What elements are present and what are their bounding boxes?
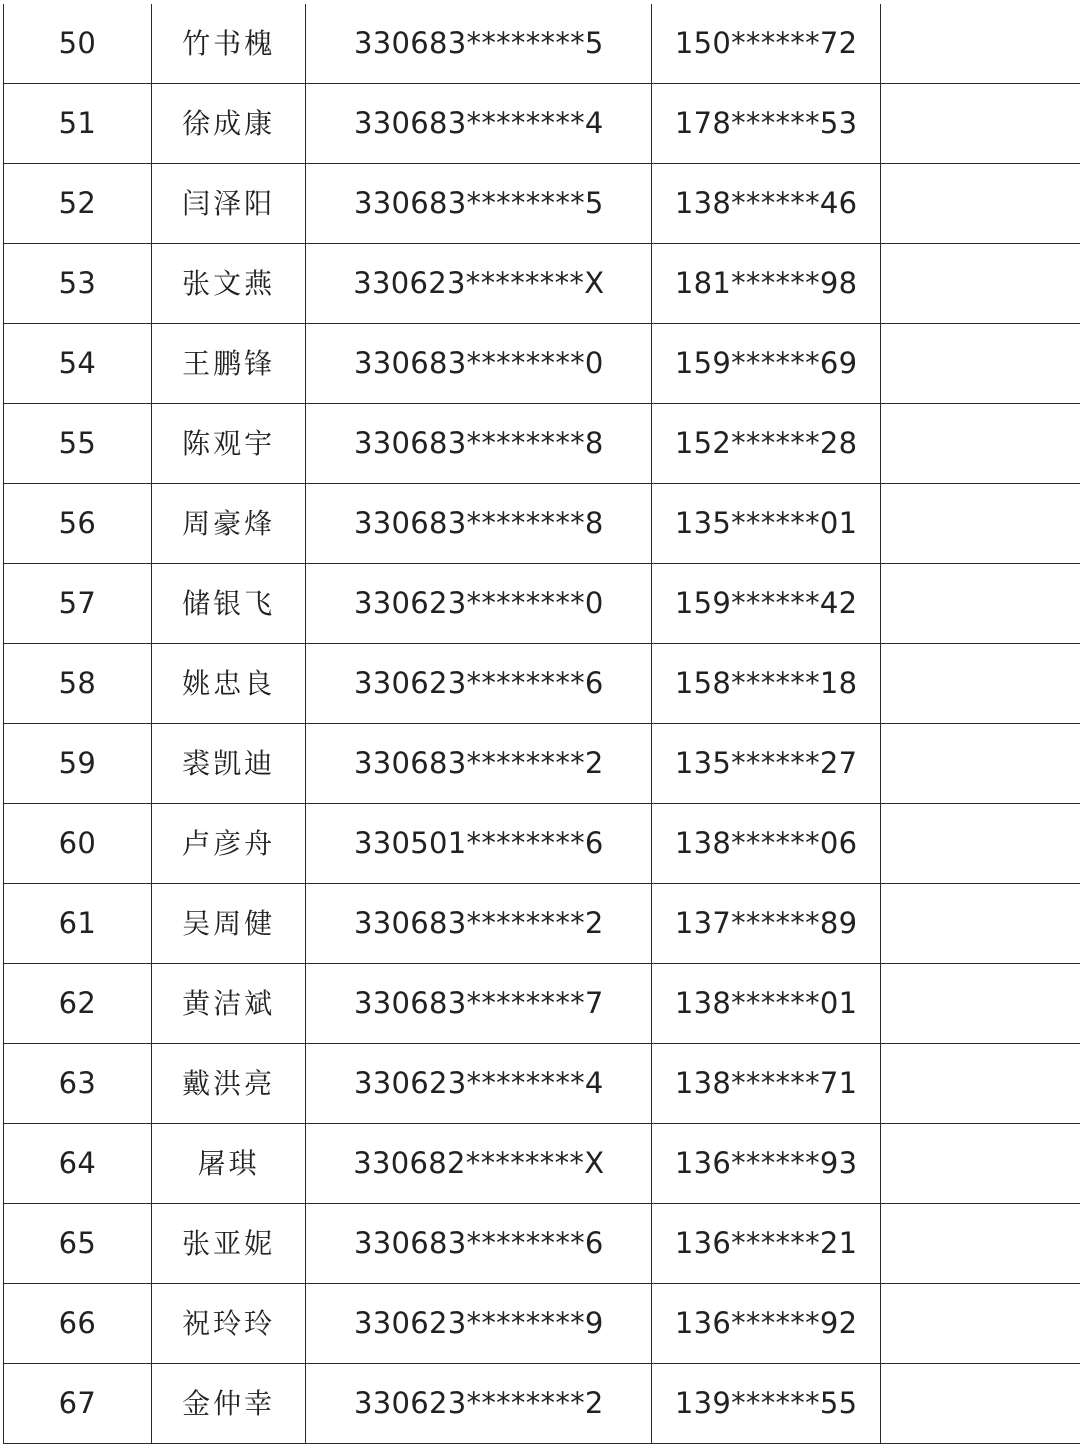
remark-cell — [881, 1284, 1080, 1364]
remark-cell — [881, 84, 1080, 164]
name-cell: 张文燕 — [151, 244, 306, 324]
phone-cell: 159******42 — [652, 564, 881, 644]
row-number-cell: 54 — [4, 324, 152, 404]
phone-cell: 136******21 — [652, 1204, 881, 1284]
phone-cell: 138******46 — [652, 164, 881, 244]
row-number-cell: 59 — [4, 724, 152, 804]
row-number-cell: 61 — [4, 884, 152, 964]
roster-table-body — [4, 4, 1080, 1444]
id-number-cell: 330683********4 — [306, 84, 652, 164]
id-number-cell: 330623********9 — [306, 1284, 652, 1364]
phone-cell: 158******18 — [652, 644, 881, 724]
table-row — [4, 1124, 1080, 1204]
phone-cell: 139******55 — [652, 1364, 881, 1444]
phone-cell: 136******93 — [652, 1124, 881, 1204]
table-row — [4, 564, 1080, 644]
name-cell: 闫泽阳 — [151, 164, 306, 244]
table-row — [4, 4, 1080, 84]
row-number-cell: 62 — [4, 964, 152, 1044]
phone-cell: 136******92 — [652, 1284, 881, 1364]
row-number-cell: 66 — [4, 1284, 152, 1364]
remark-cell — [881, 564, 1080, 644]
phone-cell: 150******72 — [652, 4, 881, 84]
phone-cell: 137******89 — [652, 884, 881, 964]
name-cell: 屠琪 — [151, 1124, 306, 1204]
remark-cell — [881, 724, 1080, 804]
id-number-cell: 330683********5 — [306, 4, 652, 84]
remark-cell — [881, 1204, 1080, 1284]
row-number-cell: 52 — [4, 164, 152, 244]
remark-cell — [881, 1124, 1080, 1204]
remark-cell — [881, 1044, 1080, 1124]
id-number-cell: 330501********6 — [306, 804, 652, 884]
id-number-cell: 330683********8 — [306, 484, 652, 564]
name-cell: 金仲幸 — [151, 1364, 306, 1444]
phone-cell: 178******53 — [652, 84, 881, 164]
remark-cell — [881, 1364, 1080, 1444]
remark-cell — [881, 484, 1080, 564]
phone-cell: 152******28 — [652, 404, 881, 484]
remark-cell — [881, 404, 1080, 484]
id-number-cell: 330683********6 — [306, 1204, 652, 1284]
id-number-cell: 330683********5 — [306, 164, 652, 244]
name-cell: 吴周健 — [151, 884, 306, 964]
id-number-cell: 330623********0 — [306, 564, 652, 644]
name-cell: 王鹏锋 — [151, 324, 306, 404]
table-row — [4, 1204, 1080, 1284]
id-number-cell: 330623********4 — [306, 1044, 652, 1124]
row-number-cell: 57 — [4, 564, 152, 644]
table-row — [4, 1284, 1080, 1364]
row-number-cell: 65 — [4, 1204, 152, 1284]
name-cell: 姚忠良 — [151, 644, 306, 724]
remark-cell — [881, 324, 1080, 404]
table-row — [4, 244, 1080, 324]
row-number-cell: 51 — [4, 84, 152, 164]
row-number-cell: 67 — [4, 1364, 152, 1444]
table-row — [4, 1364, 1080, 1444]
phone-cell: 135******27 — [652, 724, 881, 804]
table-row — [4, 1044, 1080, 1124]
name-cell: 祝玲玲 — [151, 1284, 306, 1364]
remark-cell — [881, 884, 1080, 964]
id-number-cell: 330683********7 — [306, 964, 652, 1044]
phone-cell: 159******69 — [652, 324, 881, 404]
row-number-cell: 60 — [4, 804, 152, 884]
name-cell: 张亚妮 — [151, 1204, 306, 1284]
name-cell: 竹书槐 — [151, 4, 306, 84]
table-row — [4, 724, 1080, 804]
name-cell: 储银飞 — [151, 564, 306, 644]
remark-cell — [881, 244, 1080, 324]
id-number-cell: 330623********2 — [306, 1364, 652, 1444]
table-row — [4, 884, 1080, 964]
id-number-cell: 330683********2 — [306, 884, 652, 964]
name-cell: 戴洪亮 — [151, 1044, 306, 1124]
name-cell: 裘凯迪 — [151, 724, 306, 804]
id-number-cell: 330623********X — [306, 244, 652, 324]
table-row — [4, 964, 1080, 1044]
table-row — [4, 404, 1080, 484]
remark-cell — [881, 964, 1080, 1044]
row-number-cell: 53 — [4, 244, 152, 324]
table-row — [4, 804, 1080, 884]
id-number-cell: 330683********0 — [306, 324, 652, 404]
table-row — [4, 164, 1080, 244]
id-number-cell: 330683********8 — [306, 404, 652, 484]
name-cell: 卢彦舟 — [151, 804, 306, 884]
id-number-cell: 330682********X — [306, 1124, 652, 1204]
remark-cell — [881, 4, 1080, 84]
row-number-cell: 64 — [4, 1124, 152, 1204]
row-number-cell: 50 — [4, 4, 152, 84]
phone-cell: 181******98 — [652, 244, 881, 324]
remark-cell — [881, 644, 1080, 724]
table-row — [4, 324, 1080, 404]
name-cell: 黄洁斌 — [151, 964, 306, 1044]
id-number-cell: 330683********2 — [306, 724, 652, 804]
remark-cell — [881, 164, 1080, 244]
id-number-cell: 330623********6 — [306, 644, 652, 724]
remark-cell — [881, 804, 1080, 884]
phone-cell: 138******71 — [652, 1044, 881, 1124]
table-row — [4, 644, 1080, 724]
table-row — [4, 484, 1080, 564]
row-number-cell: 56 — [4, 484, 152, 564]
name-cell: 周豪烽 — [151, 484, 306, 564]
name-cell: 陈观宇 — [151, 404, 306, 484]
phone-cell: 138******06 — [652, 804, 881, 884]
roster-table — [3, 4, 1080, 1444]
name-cell: 徐成康 — [151, 84, 306, 164]
row-number-cell: 63 — [4, 1044, 152, 1124]
phone-cell: 135******01 — [652, 484, 881, 564]
phone-cell: 138******01 — [652, 964, 881, 1044]
row-number-cell: 58 — [4, 644, 152, 724]
table-row — [4, 84, 1080, 164]
row-number-cell: 55 — [4, 404, 152, 484]
